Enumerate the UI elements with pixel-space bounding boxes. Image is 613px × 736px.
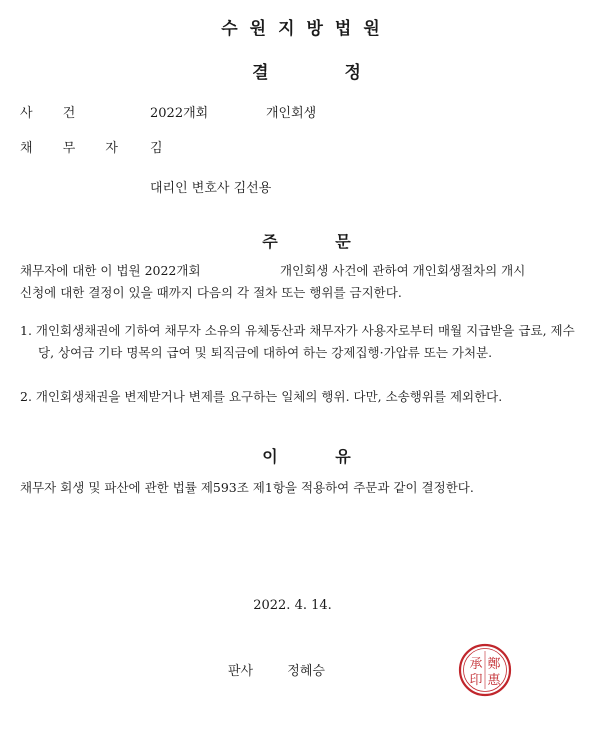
debtor-label: 채 무 자: [20, 141, 118, 156]
case-label: 사 건: [20, 106, 76, 121]
debtor-agent: 대리인 변호사 김선용: [150, 181, 272, 196]
order-intro-part-a: 채무자에 대한 이 법원 2022개회: [20, 263, 201, 278]
reason-heading: 이 유: [262, 447, 351, 466]
reason-text: 채무자 회생 및 파산에 관한 법률 제593조 제1항을 적용하여 주문과 같이 결정한다.: [20, 480, 474, 495]
seal-char-1: 鄭: [487, 657, 501, 672]
decision-date: 2022. 4. 14.: [253, 598, 332, 613]
judge-seal-icon: [458, 643, 512, 697]
case-type: 개인회생: [266, 106, 317, 121]
seal-char-3: 承: [469, 657, 483, 672]
court-name: 수원지방법원: [221, 19, 392, 39]
order-item-2: 2. 개인회생채권을 변제받거나 변제를 요구하는 일체의 행위. 다만, 소송행위를 제외한다.: [20, 389, 503, 404]
judge-signature: [228, 660, 325, 679]
case-number: 2022개회: [150, 106, 209, 121]
judge-title: 판사: [228, 664, 254, 679]
order-intro-line2: 신청에 대한 결정이 있을 때까지 다음의 각 절차 또는 행위를 금지한다.: [20, 285, 402, 300]
judge-name: 정혜승: [287, 664, 325, 679]
seal-char-2: 惠: [487, 673, 501, 688]
order-item-1: 1. 개인회생채권에 기하여 채무자 소유의 유체동산과 채무자가 사용자로부터 매월 지급받을 급료, 제수당, 상여금 기타 명목의 급여 및 퇴직금에 대하여 하는 강제집행·가압류 또는 가처분.: [20, 323, 575, 360]
order-intro-part-b: 개인회생 사건에 관하여 개인회생절차의 개시: [280, 263, 526, 278]
order-heading: 주 문: [262, 232, 351, 251]
debtor-name: 김: [150, 141, 163, 156]
document-title: 결 정: [252, 63, 361, 83]
seal-char-4: 印: [469, 673, 483, 688]
